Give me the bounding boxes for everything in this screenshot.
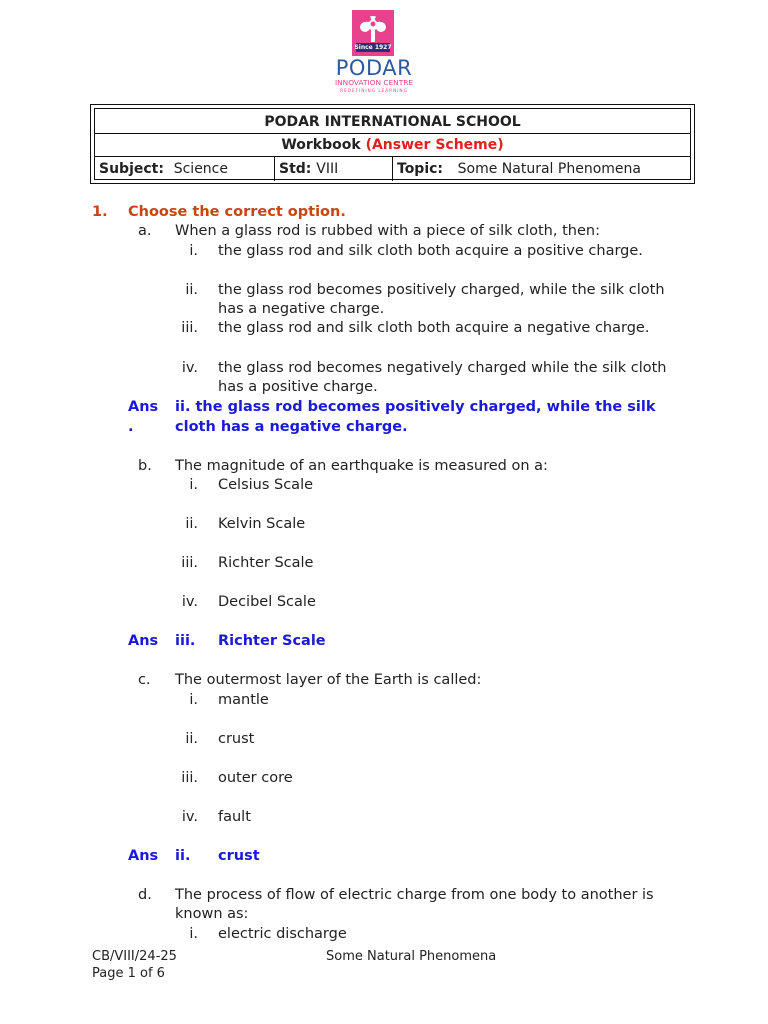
- logo-brand-text: PODAR: [335, 56, 413, 80]
- option-number: i.: [189, 692, 198, 708]
- footer-page-number: Page 1 of 6: [92, 966, 165, 981]
- std-label: Std:: [279, 161, 312, 177]
- question-text-continued: known as:: [175, 906, 249, 922]
- question-letter: c.: [138, 672, 151, 688]
- header-table: [90, 104, 695, 184]
- answer-text: Richter Scale: [218, 633, 326, 649]
- option-number: i.: [189, 243, 198, 259]
- answer-text: ii. the glass rod becomes positively charged, while the silk: [175, 399, 656, 415]
- footer-left: [92, 948, 177, 982]
- option-number: iii.: [181, 770, 198, 786]
- option-text: the glass rod and silk cloth both acquire a negative charge.: [218, 320, 650, 336]
- option-text: the glass rod and silk cloth both acquire a positive charge.: [218, 243, 643, 259]
- workbook-label: Workbook: [281, 137, 361, 153]
- footer-title: Some Natural Phenomena: [326, 949, 497, 964]
- option-text: mantle: [218, 692, 269, 708]
- option-number: i.: [189, 477, 198, 493]
- subject-label: Subject:: [99, 161, 164, 177]
- section-title: Choose the correct option.: [128, 204, 346, 220]
- question-text: The process of flow of electric charge from one body to another is: [175, 887, 654, 903]
- logo-tagline: REDEFINING LEARNING: [340, 88, 408, 93]
- answer-label: Ans: [128, 399, 159, 415]
- question-text: The outermost layer of the Earth is called:: [175, 672, 482, 688]
- question-text: The magnitude of an earthquake is measured on a:: [175, 458, 548, 474]
- option-text: Kelvin Scale: [218, 516, 306, 532]
- topic-label: Topic:: [397, 161, 444, 177]
- option-text: Celsius Scale: [218, 477, 314, 493]
- answer-label: Ans: [128, 633, 159, 649]
- question-letter: a.: [138, 223, 152, 239]
- option-number: i.: [189, 926, 198, 942]
- std-cell: [275, 157, 393, 181]
- answer-text: crust: [218, 848, 260, 864]
- question-letter: b.: [138, 458, 152, 474]
- answer-number: iii.: [175, 633, 196, 649]
- topic-cell: [393, 157, 690, 181]
- option-number: iii.: [181, 320, 198, 336]
- option-text: the glass rod becomes negatively charged while the silk cloth: [218, 360, 667, 376]
- answer-number: ii.: [175, 848, 191, 864]
- topic-value: Some Natural Phenomena: [457, 161, 641, 177]
- option-number: iv.: [181, 809, 198, 825]
- school-name: PODAR INTERNATIONAL SCHOOL: [95, 111, 690, 134]
- subject-value: Science: [173, 161, 228, 177]
- option-text: electric discharge: [218, 926, 347, 942]
- answer-label: Ans: [128, 848, 159, 864]
- tree-emblem-icon: [352, 10, 394, 56]
- answer-scheme-label: (Answer Scheme): [365, 137, 504, 153]
- workbook-title: [95, 134, 690, 157]
- option-number: iv.: [181, 360, 198, 376]
- option-text: the glass rod becomes positively charged, while the silk cloth: [218, 282, 665, 298]
- logo-subtitle: INNOVATION CENTRE: [334, 78, 414, 87]
- question-text: When a glass rod is rubbed with a piece of silk cloth, then:: [175, 223, 600, 239]
- option-text: Decibel Scale: [218, 594, 316, 610]
- std-value: VIII: [316, 161, 339, 177]
- question-letter: d.: [138, 887, 152, 903]
- details-row: [95, 157, 690, 181]
- school-logo: [326, 8, 422, 94]
- option-number: iii.: [181, 555, 198, 571]
- option-number: ii.: [185, 516, 198, 532]
- option-text-continued: has a positive charge.: [218, 379, 378, 395]
- footer-code: CB/VIII/24-25: [92, 949, 177, 964]
- option-text: outer core: [218, 770, 293, 786]
- option-number: ii.: [185, 282, 198, 298]
- option-text: fault: [218, 809, 251, 825]
- answer-text-continued: cloth has a negative charge.: [175, 419, 408, 435]
- section-number: 1.: [92, 204, 108, 220]
- subject-cell: [95, 157, 275, 181]
- option-text: Richter Scale: [218, 555, 314, 571]
- option-text: crust: [218, 731, 255, 747]
- option-number: ii.: [185, 731, 198, 747]
- answer-label-dot: .: [128, 419, 134, 435]
- logo-since-text: Since 1927: [354, 44, 392, 51]
- option-number: iv.: [181, 594, 198, 610]
- option-text-continued: has a negative charge.: [218, 301, 385, 317]
